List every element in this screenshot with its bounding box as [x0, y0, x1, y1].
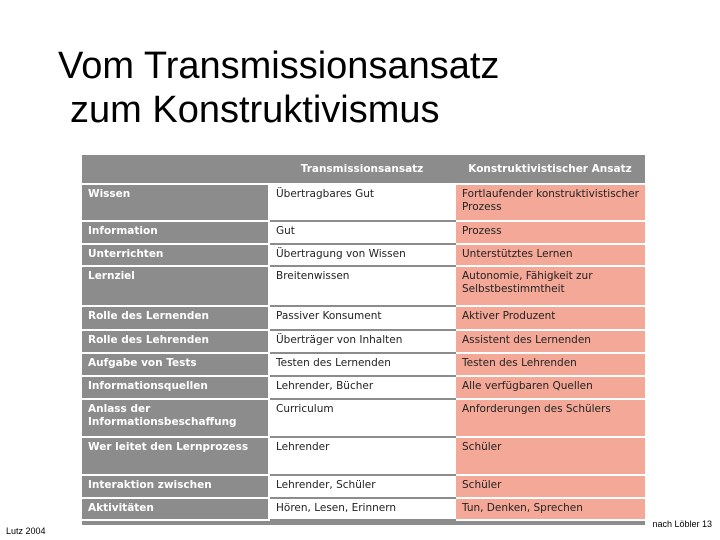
cell-transmission: Lehrender, Bücher: [269, 376, 455, 399]
table-row: [82, 475, 645, 498]
row-label: Rolle des Lehrenden: [82, 330, 269, 353]
header-blank: [82, 155, 269, 184]
cell-constructivist: Fortlaufender konstruktivistischer Prozess: [455, 184, 645, 221]
table-row: [82, 498, 645, 520]
table-row: [82, 353, 645, 376]
table-row: [82, 437, 645, 475]
cell-transmission: Curriculum: [269, 399, 455, 437]
cell-transmission: Übertragbares Gut: [269, 184, 455, 221]
cell-transmission: Gut: [269, 221, 455, 244]
cell-constructivist: Prozess: [455, 221, 645, 244]
table-row: [82, 399, 645, 437]
cell-transmission: Überträger von Inhalten: [269, 330, 455, 353]
table-row: [82, 221, 645, 244]
table-row: [82, 330, 645, 353]
table-row: [82, 376, 645, 399]
footer-source: nach Löbler 13: [652, 519, 712, 529]
row-label: Informationsquellen: [82, 376, 269, 399]
row-label: Anlass der Informationsbeschaffung: [82, 399, 269, 437]
slide-title-line-1: Vom Transmissionsansatz: [58, 45, 500, 87]
cell-constructivist: Unterstütztes Lernen: [455, 244, 645, 266]
cell-constructivist: Alle verfügbaren Quellen: [455, 376, 645, 399]
row-label: Unterrichten: [82, 244, 269, 266]
cell-constructivist: Autonomie, Fähigkeit zur Selbstbestimmtheit: [455, 266, 645, 306]
header-transmission: Transmissionsansatz: [269, 155, 455, 184]
cell-transmission: Hören, Lesen, Erinnern: [269, 498, 455, 520]
table-row: [82, 306, 645, 330]
cell-constructivist: Schüler: [455, 437, 645, 475]
footer-author: Lutz 2004: [6, 526, 46, 536]
cell-transmission: Breitenwissen: [269, 266, 455, 306]
table-header-row: [82, 155, 645, 184]
row-label: Aufgabe von Tests: [82, 353, 269, 376]
header-constructivist: Konstruktivistischer Ansatz: [455, 155, 645, 184]
row-label: Wer leitet den Lernprozess: [82, 437, 269, 475]
row-label: Interaktion zwischen: [82, 475, 269, 498]
cell-constructivist: Tun, Denken, Sprechen: [455, 498, 645, 520]
row-label: Rolle des Lernenden: [82, 306, 269, 330]
cell-constructivist: Aktiver Produzent: [455, 306, 645, 330]
row-label: Wissen: [82, 184, 269, 221]
comparison-table-container: [82, 155, 645, 525]
cell-transmission: Testen des Lernenden: [269, 353, 455, 376]
cell-constructivist: Schüler: [455, 475, 645, 498]
row-label: Aktivitäten: [82, 498, 269, 520]
cell-constructivist: Assistent des Lernenden: [455, 330, 645, 353]
row-label: Information: [82, 221, 269, 244]
table-row: [82, 244, 645, 266]
cell-transmission: Passiver Konsument: [269, 306, 455, 330]
table-row: [82, 266, 645, 306]
cell-transmission: Lehrender: [269, 437, 455, 475]
comparison-table: [82, 155, 645, 521]
row-label: Lernziel: [82, 266, 269, 306]
cell-constructivist: Anforderungen des Schülers: [455, 399, 645, 437]
cell-transmission: Übertragung von Wissen: [269, 244, 455, 266]
slide-title: [58, 44, 678, 132]
slide-title-line-2: zum Konstruktivismus: [70, 89, 440, 131]
cell-transmission: Lehrender, Schüler: [269, 475, 455, 498]
table-row: [82, 184, 645, 221]
cell-constructivist: Testen des Lehrenden: [455, 353, 645, 376]
